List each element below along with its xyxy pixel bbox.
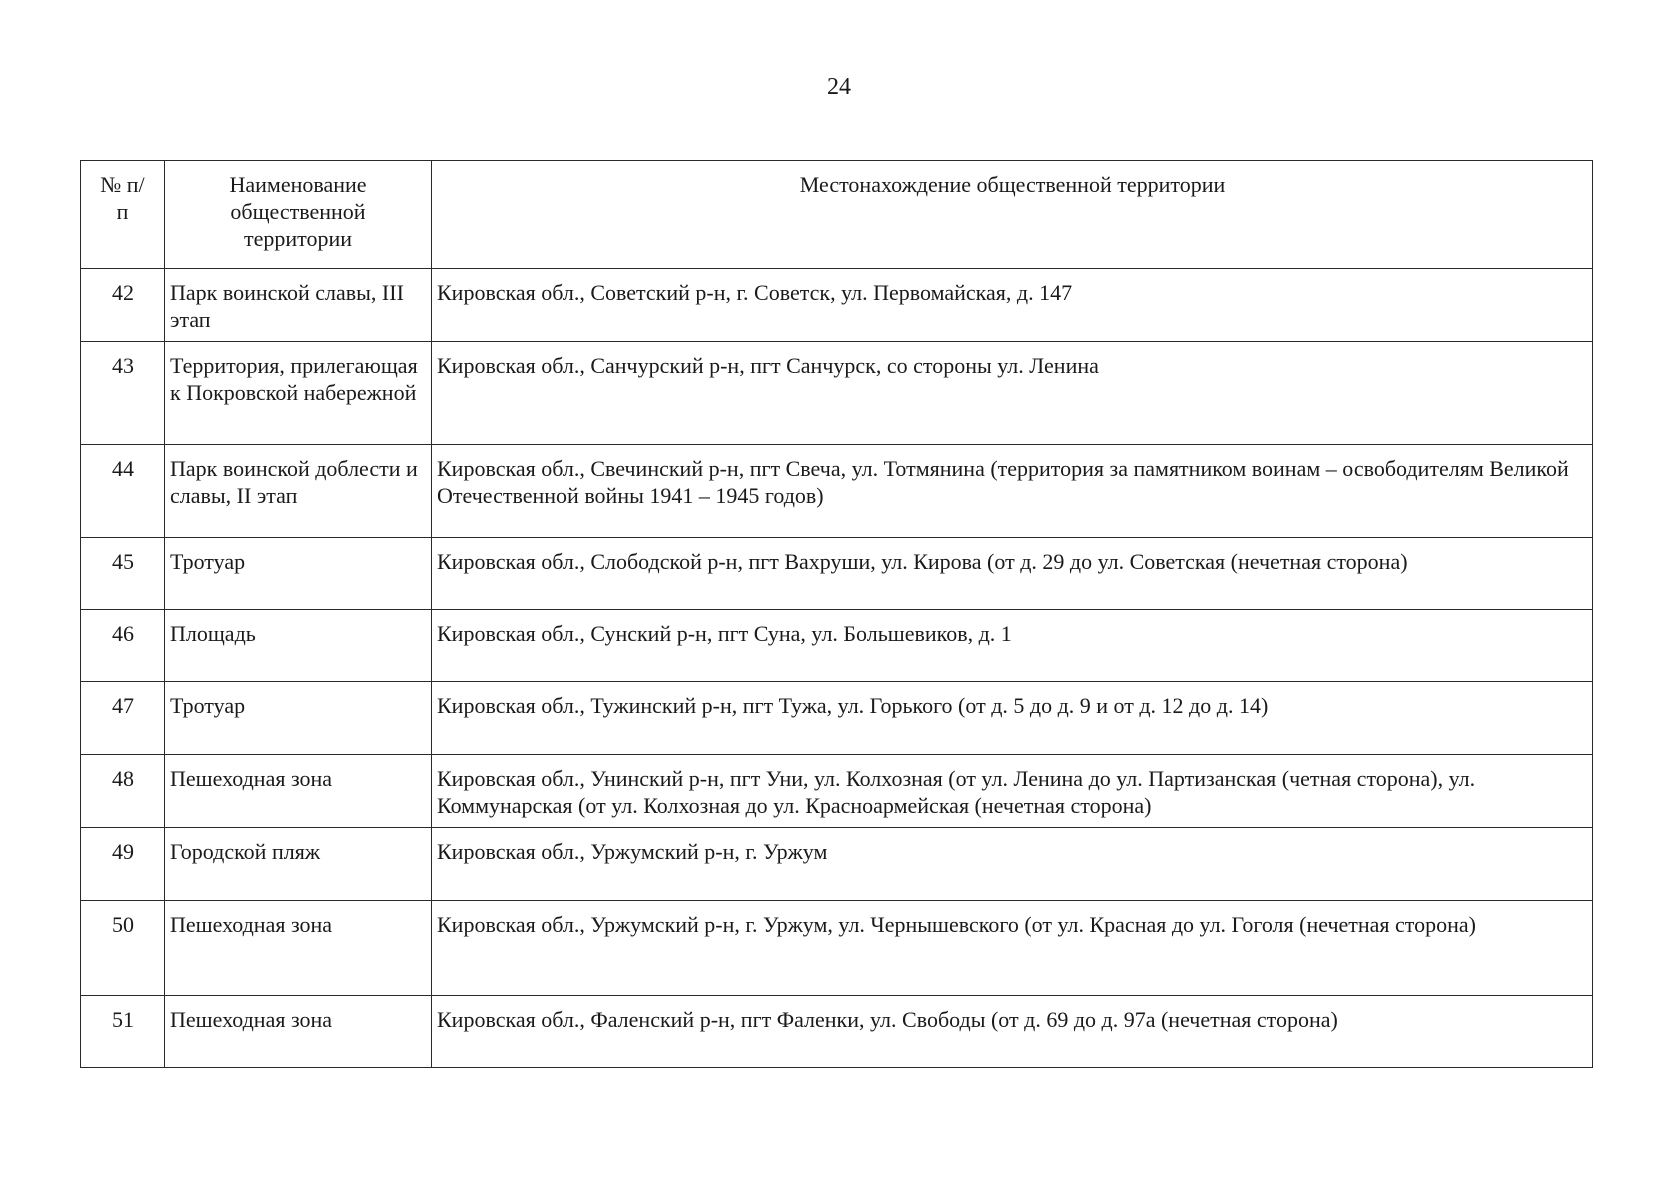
row-name: Городской пляж xyxy=(165,828,432,901)
row-name: Территория, прилегающая к Покровской набережной xyxy=(165,342,432,445)
row-location: Кировская обл., Унинский р-н, пгт Уни, ул. Колхозная (от ул. Ленина до ул. Партизанская (четная сторона), ул. Коммунарская (от ул. Колхозная до ул. Красноармейская (нечетная сторона) xyxy=(432,755,1593,828)
row-location: Кировская обл., Свечинский р-н, пгт Свеча, ул. Тотмянина (территория за памятником воинам – освободителям Великой Отечественной войны 1941 – 1945 годов) xyxy=(432,445,1593,538)
row-number: 44 xyxy=(81,445,165,538)
page-number: 24 xyxy=(827,74,851,100)
territories-table xyxy=(80,160,1593,1068)
table-row xyxy=(81,901,1593,996)
header-name: Наименование общественной территории xyxy=(165,161,432,269)
row-number: 42 xyxy=(81,269,165,342)
row-number: 46 xyxy=(81,610,165,682)
row-location: Кировская обл., Фаленский р-н, пгт Фаленки, ул. Свободы (от д. 69 до д. 97а (нечетная сторона) xyxy=(432,996,1593,1068)
row-location: Кировская обл., Уржумский р-н, г. Уржум xyxy=(432,828,1593,901)
row-number: 51 xyxy=(81,996,165,1068)
table-row xyxy=(81,342,1593,445)
row-name: Пешеходная зона xyxy=(165,996,432,1068)
table-row xyxy=(81,445,1593,538)
row-location: Кировская обл., Тужинский р-н, пгт Тужа, ул. Горького (от д. 5 до д. 9 и от д. 12 до д. 14) xyxy=(432,682,1593,755)
table-row xyxy=(81,269,1593,342)
row-location: Кировская обл., Санчурский р-н, пгт Санчурск, со стороны ул. Ленина xyxy=(432,342,1593,445)
row-number: 45 xyxy=(81,538,165,610)
row-number: 50 xyxy=(81,901,165,996)
row-number: 43 xyxy=(81,342,165,445)
header-number: № п/п xyxy=(81,161,165,269)
row-location: Кировская обл., Слободской р-н, пгт Вахруши, ул. Кирова (от д. 29 до ул. Советская (нечетная сторона) xyxy=(432,538,1593,610)
row-name: Тротуар xyxy=(165,682,432,755)
row-number: 49 xyxy=(81,828,165,901)
header-location: Местонахождение общественной территории xyxy=(432,161,1593,269)
table-row xyxy=(81,755,1593,828)
row-name: Тротуар xyxy=(165,538,432,610)
row-name: Парк воинской доблести и славы, II этап xyxy=(165,445,432,538)
row-location: Кировская обл., Уржумский р-н, г. Уржум, ул. Чернышевского (от ул. Красная до ул. Гоголя (нечетная сторона) xyxy=(432,901,1593,996)
table-row xyxy=(81,828,1593,901)
table-row xyxy=(81,538,1593,610)
table-row xyxy=(81,996,1593,1068)
row-name: Пешеходная зона xyxy=(165,755,432,828)
row-name: Площадь xyxy=(165,610,432,682)
table-row xyxy=(81,682,1593,755)
table-row xyxy=(81,610,1593,682)
row-location: Кировская обл., Советский р-н, г. Советск, ул. Первомайская, д. 147 xyxy=(432,269,1593,342)
row-number: 48 xyxy=(81,755,165,828)
table-header-row xyxy=(81,161,1593,269)
row-name: Пешеходная зона xyxy=(165,901,432,996)
row-name: Парк воинской славы, III этап xyxy=(165,269,432,342)
row-location: Кировская обл., Сунский р-н, пгт Суна, ул. Большевиков, д. 1 xyxy=(432,610,1593,682)
row-number: 47 xyxy=(81,682,165,755)
